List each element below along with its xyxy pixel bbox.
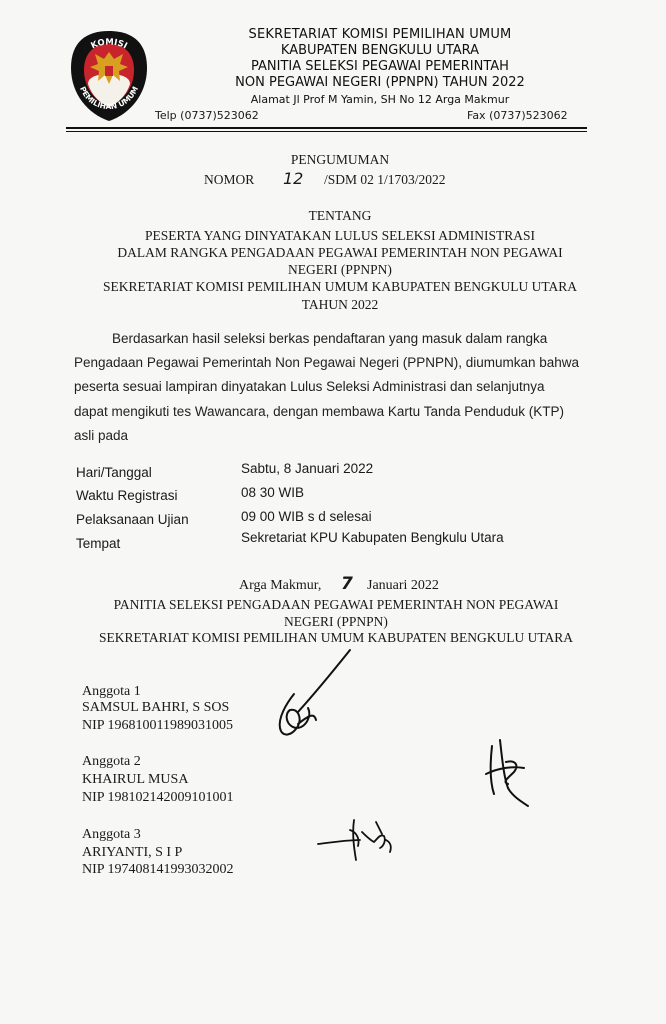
title-line: NEGERI (PPNPN)	[288, 262, 392, 277]
title-line: PESERTA YANG DINYATAKAN LULUS SELEKSI ADMINISTRASI	[145, 228, 535, 243]
nomor-label: NOMOR	[204, 172, 255, 187]
letterhead-line-3: PANITIA SELEKSI PEGAWAI PEMERINTAH	[251, 59, 509, 74]
schedule-label: Hari/Tanggal	[76, 465, 152, 480]
signatory-role: Anggota 2	[82, 754, 141, 769]
signature-anggota-3	[314, 810, 398, 866]
title-line: SEKRETARIAT KOMISI PEMILIHAN UMUM KABUPATEN BENGKULU UTARA	[102, 279, 578, 294]
letterhead-rule-thin	[66, 131, 587, 132]
letterhead-line-4: NON PEGAWAI NEGERI (PPNPN) TAHUN 2022	[235, 75, 525, 90]
signatory-name: KHAIRUL MUSA	[82, 772, 189, 787]
body-line: dapat mengikuti tes Wawancara, dengan membawa Kartu Tanda Penduduk (KTP)	[74, 404, 565, 419]
title-line: DALAM RANGKA PENGADAAN PEGAWAI PEMERINTAH NON PEGAWAI	[117, 245, 563, 260]
letterhead-line-2: KABUPATEN BENGKULU UTARA	[280, 43, 480, 58]
closing-place: Arga Makmur,	[239, 578, 322, 593]
schedule-value: Sekretariat KPU Kabupaten Bengkulu Utara	[241, 530, 504, 545]
schedule-label: Waktu Registrasi	[76, 488, 178, 503]
letterhead-line-1: SEKRETARIAT KOMISI PEMILIHAN UMUM	[248, 27, 512, 42]
closing-month-year: Januari 2022	[367, 578, 439, 593]
letterhead-telp: Telp (0737)523062	[155, 109, 259, 122]
signature-anggota-2	[478, 738, 538, 810]
svg-text:PEMILIHAN UMUM: PEMILIHAN UMUM	[78, 85, 141, 112]
committee-line: NEGERI (PPNPN)	[284, 614, 388, 629]
body-line: asli pada	[74, 428, 129, 443]
schedule-label: Tempat	[76, 536, 121, 551]
committee-line: PANITIA SELEKSI PENGADAAN PEGAWAI PEMERINTAH NON PEGAWAI	[113, 597, 559, 612]
logo-lettering	[68, 28, 150, 124]
committee-line: SEKRETARIAT KOMISI PEMILIHAN UMUM KABUPATEN BENGKULU UTARA	[98, 630, 574, 645]
tentang-heading: TENTANG	[308, 208, 372, 223]
schedule-value: 09 00 WIB s d selesai	[241, 509, 372, 524]
schedule-value: 08 30 WIB	[241, 485, 305, 500]
letterhead-address: Alamat Jl Prof M Yamin, SH No 12 Arga Makmur	[250, 93, 510, 106]
letterhead-fax: Fax (0737)523062	[467, 109, 568, 122]
signatory-name: ARIYANTI, S I P	[82, 845, 183, 860]
signatory-nip: NIP 198102142009101001	[82, 790, 234, 805]
letterhead-rule	[66, 127, 587, 129]
schedule-label: Pelaksanaan Ujian	[76, 512, 189, 527]
signatory-role: Anggota 1	[82, 684, 141, 699]
nomor-number-handwritten: 12	[283, 169, 304, 188]
body-line: Pengadaan Pegawai Pemerintah Non Pegawai Negeri (PPNPN), diumumkan bahwa	[74, 355, 580, 370]
announcement-heading: PENGUMUMAN	[290, 152, 390, 167]
body-line: peserta sesuai lampiran dinyatakan Lulus Seleksi Administrasi dan selanjutnya	[74, 379, 545, 394]
svg-text:KOMISI: KOMISI	[89, 37, 129, 52]
signatory-nip: NIP 197408141993032002	[82, 862, 234, 877]
signatory-nip: NIP 196810011989031005	[82, 718, 234, 733]
schedule-value: Sabtu, 8 Januari 2022	[241, 461, 374, 476]
title-line: TAHUN 2022	[301, 297, 379, 312]
signatory-role: Anggota 3	[82, 827, 141, 842]
closing-day-handwritten: 7	[341, 574, 353, 594]
nomor-reference: /SDM 02 1/1703/2022	[324, 172, 446, 187]
signatory-name: SAMSUL BAHRI, S SOS	[82, 700, 230, 715]
body-line: Berdasarkan hasil seleksi berkas pendaftaran yang masuk dalam rangka	[112, 331, 548, 346]
signature-anggota-1	[268, 646, 358, 742]
